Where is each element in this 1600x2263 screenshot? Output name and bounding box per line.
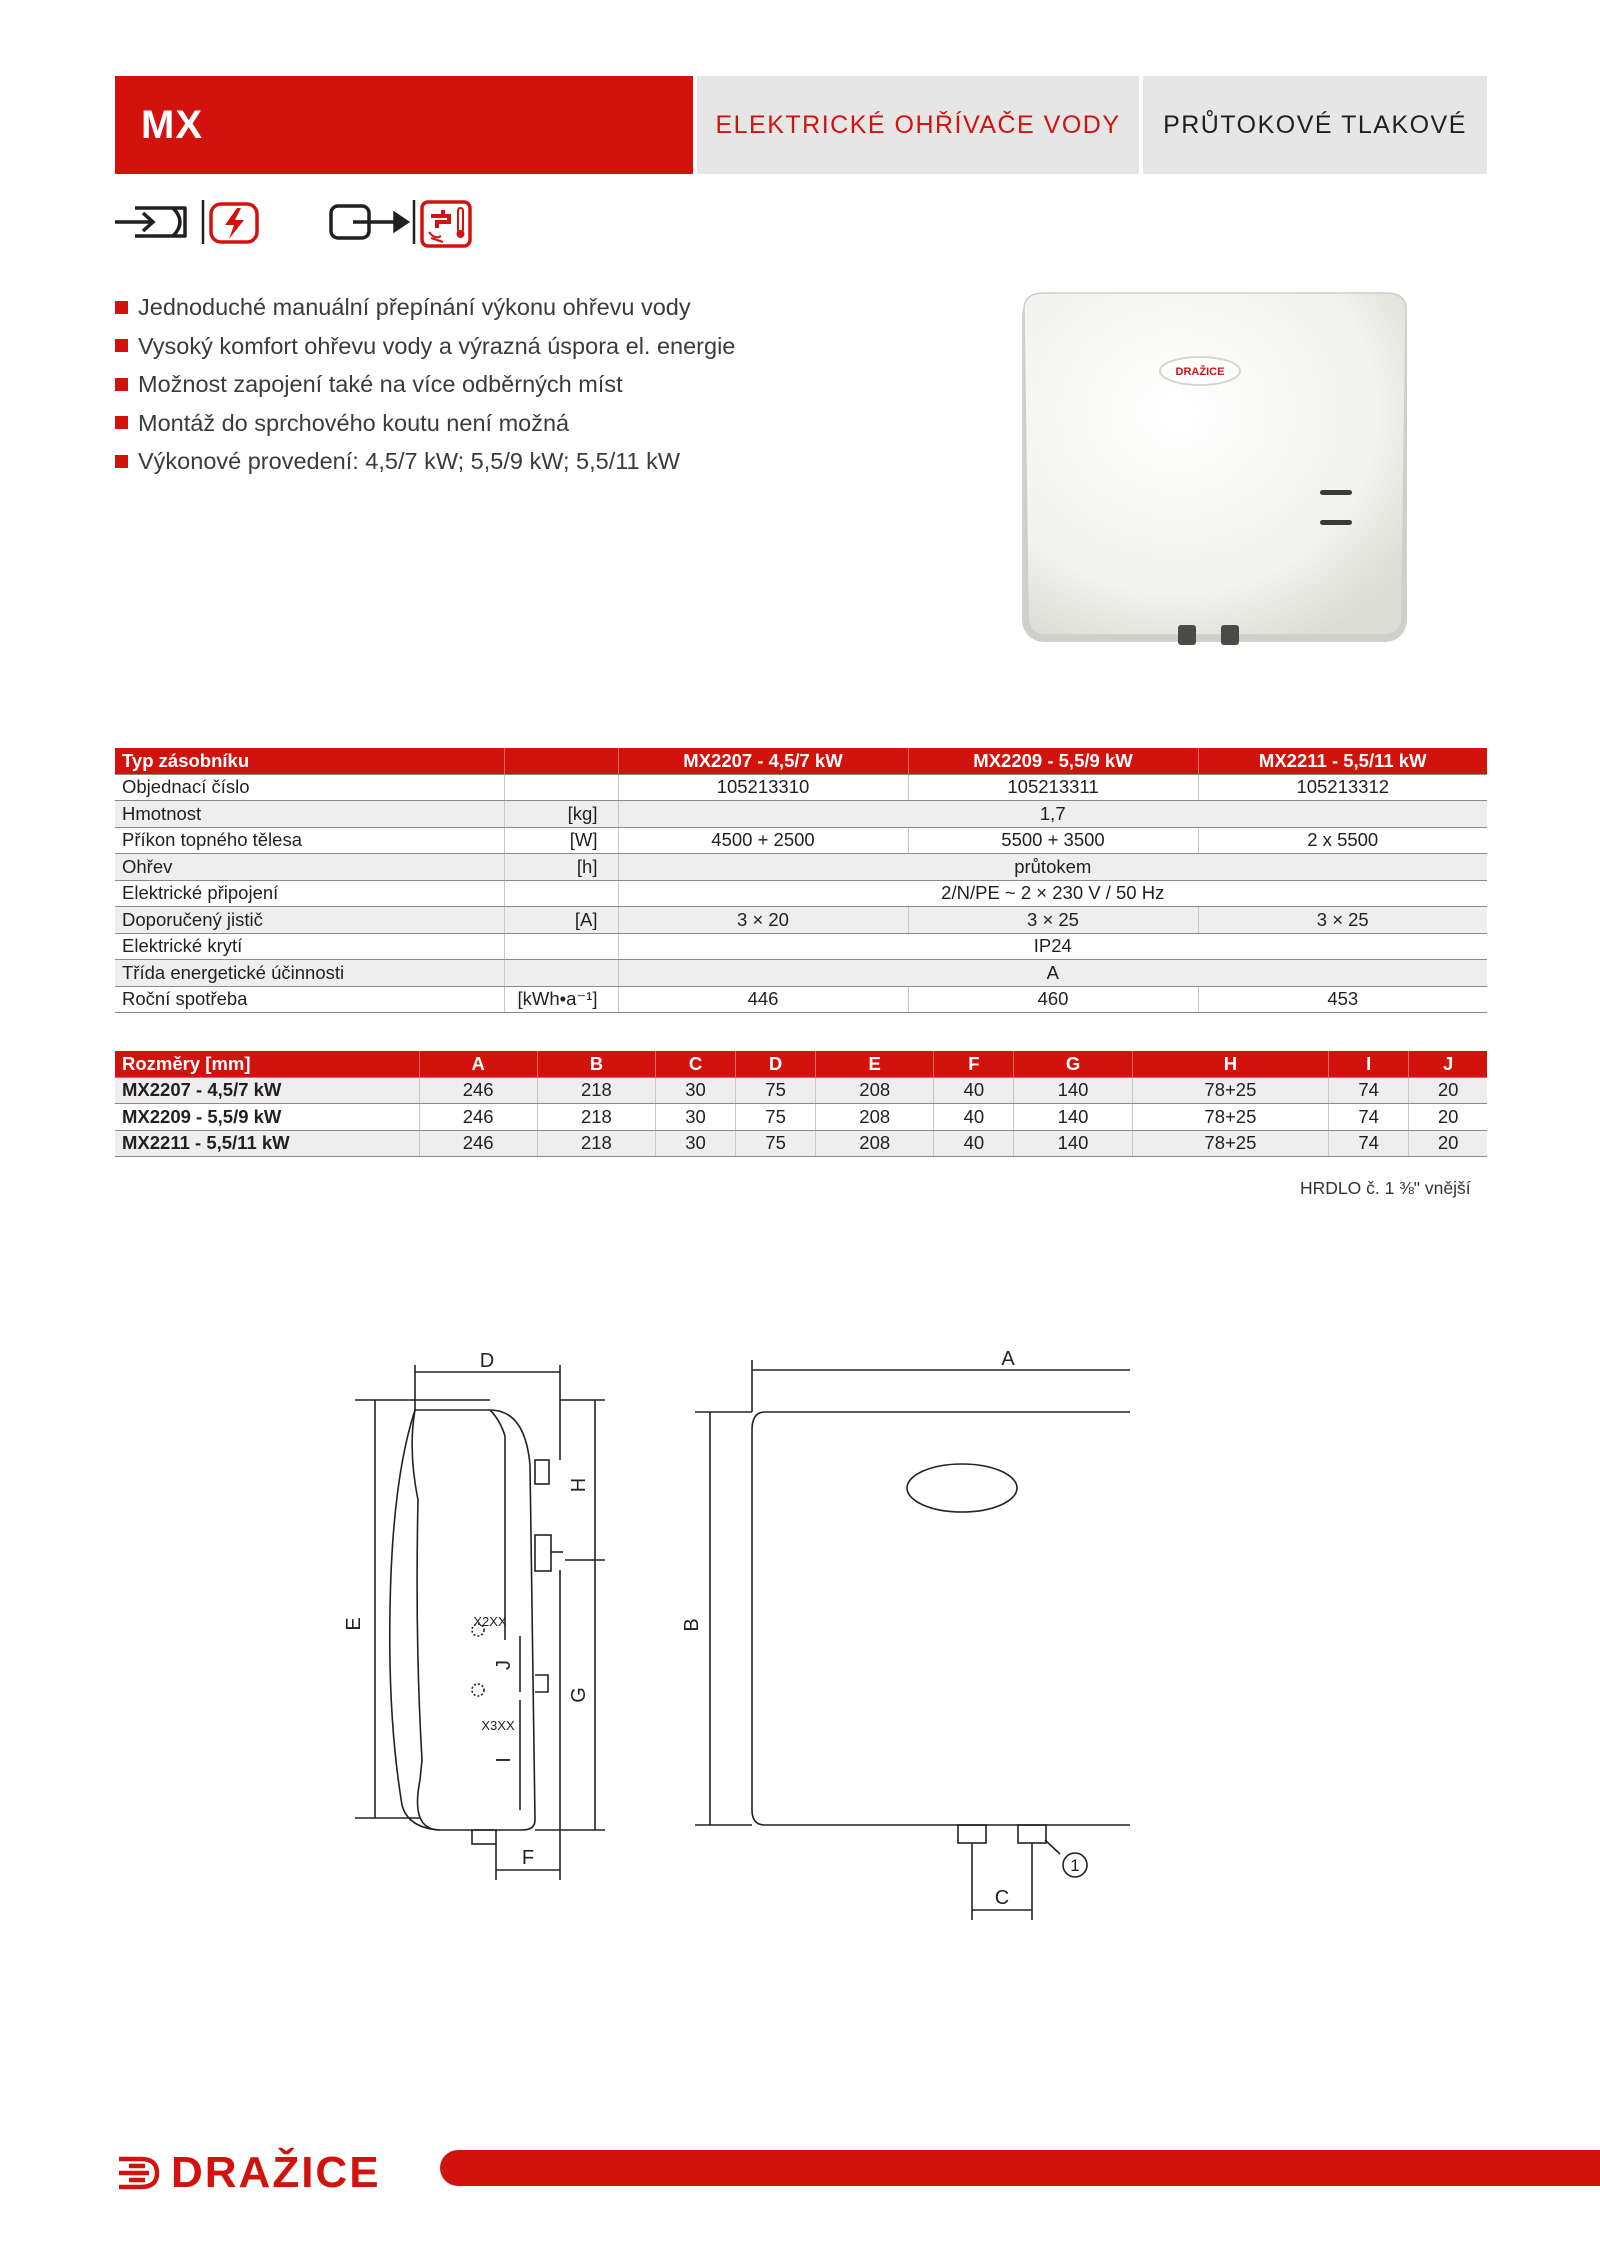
inlet-arrow-icon	[115, 208, 185, 236]
dim-label-c: C	[994, 1887, 1010, 1909]
header-cell	[504, 748, 618, 774]
footer-logo	[115, 2148, 381, 2198]
product-badge: DRAŽICE	[1175, 366, 1225, 378]
technical-drawing	[330, 1340, 1130, 1940]
header-cell: I	[1329, 1051, 1409, 1077]
header-cell: MX2209 - 5,5/9 kW	[908, 748, 1198, 774]
x3-label: X3XX	[481, 1718, 515, 1733]
product-image	[1010, 285, 1420, 660]
spec-table	[115, 748, 1487, 1013]
table-row: Roční spotřeba [kWh•a⁻¹] 446 460 453	[115, 986, 1487, 1013]
bullet-icon	[115, 301, 128, 314]
feature-icons	[113, 192, 513, 252]
header-cell: F	[934, 1051, 1014, 1077]
table-row: Doporučený jistič [A] 3 × 20 3 × 25 3 × 25	[115, 907, 1487, 934]
connection-note: HRDLO č. 1 ⅜" vnější	[1300, 1178, 1471, 1198]
table-row: MX2209 - 5,5/9 kW 246 218 30 75 208 40 140 78+25 74 20	[115, 1104, 1487, 1131]
bullet-icon	[115, 339, 128, 352]
header-cell: J	[1409, 1051, 1487, 1077]
table-row: Ohřev [h] průtokem	[115, 854, 1487, 881]
dim-label-h: H	[568, 1477, 590, 1493]
table-row: Objednací číslo 105213310 105213311 105213312	[115, 774, 1487, 801]
table-row: MX2207 - 4,5/7 kW 246 218 30 75 208 40 140 78+25 74 20	[115, 1077, 1487, 1104]
list-item: Montáž do sprchového koutu není možná	[115, 404, 735, 443]
feature-list	[115, 288, 735, 481]
type-label: PRŮTOKOVÉ TLAKOVÉ	[1143, 76, 1487, 174]
header-cell: MX2211 - 5,5/11 kW	[1198, 748, 1487, 774]
list-item: Jednoduché manuální přepínání výkonu ohřevu vody	[115, 288, 735, 327]
header-cell: D	[736, 1051, 816, 1077]
bullet-icon	[115, 455, 128, 468]
dim-label-f: F	[521, 1847, 535, 1869]
model-title: MX	[115, 76, 693, 174]
header-cell: E	[816, 1051, 934, 1077]
header-cell: C	[656, 1051, 736, 1077]
table-row: Elektrické připojení 2/N/PE ~ 2 × 230 V / 50 Hz	[115, 880, 1487, 907]
footer-bar	[440, 2150, 1600, 2186]
callout-1: 1	[1070, 1856, 1080, 1875]
table-row: MX2211 - 5,5/11 kW 246 218 30 75 208 40 140 78+25 74 20	[115, 1130, 1487, 1157]
table-row: Hmotnost [kg] 1,7	[115, 801, 1487, 828]
x2-label: X2XX	[473, 1614, 507, 1629]
dim-label-i: I	[493, 1757, 515, 1763]
dim-label-g: G	[568, 1687, 590, 1703]
table-row: Třída energetické účinnosti A	[115, 960, 1487, 987]
dim-label-a: A	[1001, 1348, 1015, 1370]
faucet-thermometer-icon	[422, 202, 470, 246]
header-cell: MX2207 - 4,5/7 kW	[618, 748, 908, 774]
header-cell: G	[1014, 1051, 1132, 1077]
outlet-arrow-icon	[331, 206, 407, 238]
category-label: ELEKTRICKÉ OHŘÍVAČE VODY	[697, 76, 1139, 174]
dim-label-j: J	[493, 1660, 515, 1670]
dim-label-d: D	[479, 1350, 495, 1372]
list-item: Vysoký komfort ohřevu vody a výrazná úspora el. energie	[115, 327, 735, 366]
dim-label-b: B	[681, 1618, 703, 1632]
header-cell: Typ zásobníku	[115, 748, 504, 774]
table-row: Příkon topného tělesa [W] 4500 + 2500 5500 + 3500 2 x 5500	[115, 827, 1487, 854]
list-item: Možnost zapojení také na více odběrných míst	[115, 365, 735, 404]
table-row: Elektrické krytí IP24	[115, 933, 1487, 960]
table-header	[115, 748, 1487, 774]
table-header	[115, 1051, 1487, 1077]
bullet-icon	[115, 378, 128, 391]
bullet-icon	[115, 416, 128, 429]
dimensions-table	[115, 1051, 1487, 1157]
header-cell: Rozměry [mm]	[115, 1051, 419, 1077]
list-item: Výkonové provedení: 4,5/7 kW; 5,5/9 kW; 5,5/11 kW	[115, 442, 735, 481]
header-cell: A	[419, 1051, 537, 1077]
page-header	[115, 76, 1487, 174]
header-cell: H	[1132, 1051, 1329, 1077]
lightning-icon	[211, 204, 257, 242]
dražice-logo-icon	[115, 2153, 161, 2193]
dim-label-e: E	[343, 1617, 365, 1631]
brand-name: DRAŽICE	[171, 2148, 381, 2197]
header-cell: B	[537, 1051, 655, 1077]
